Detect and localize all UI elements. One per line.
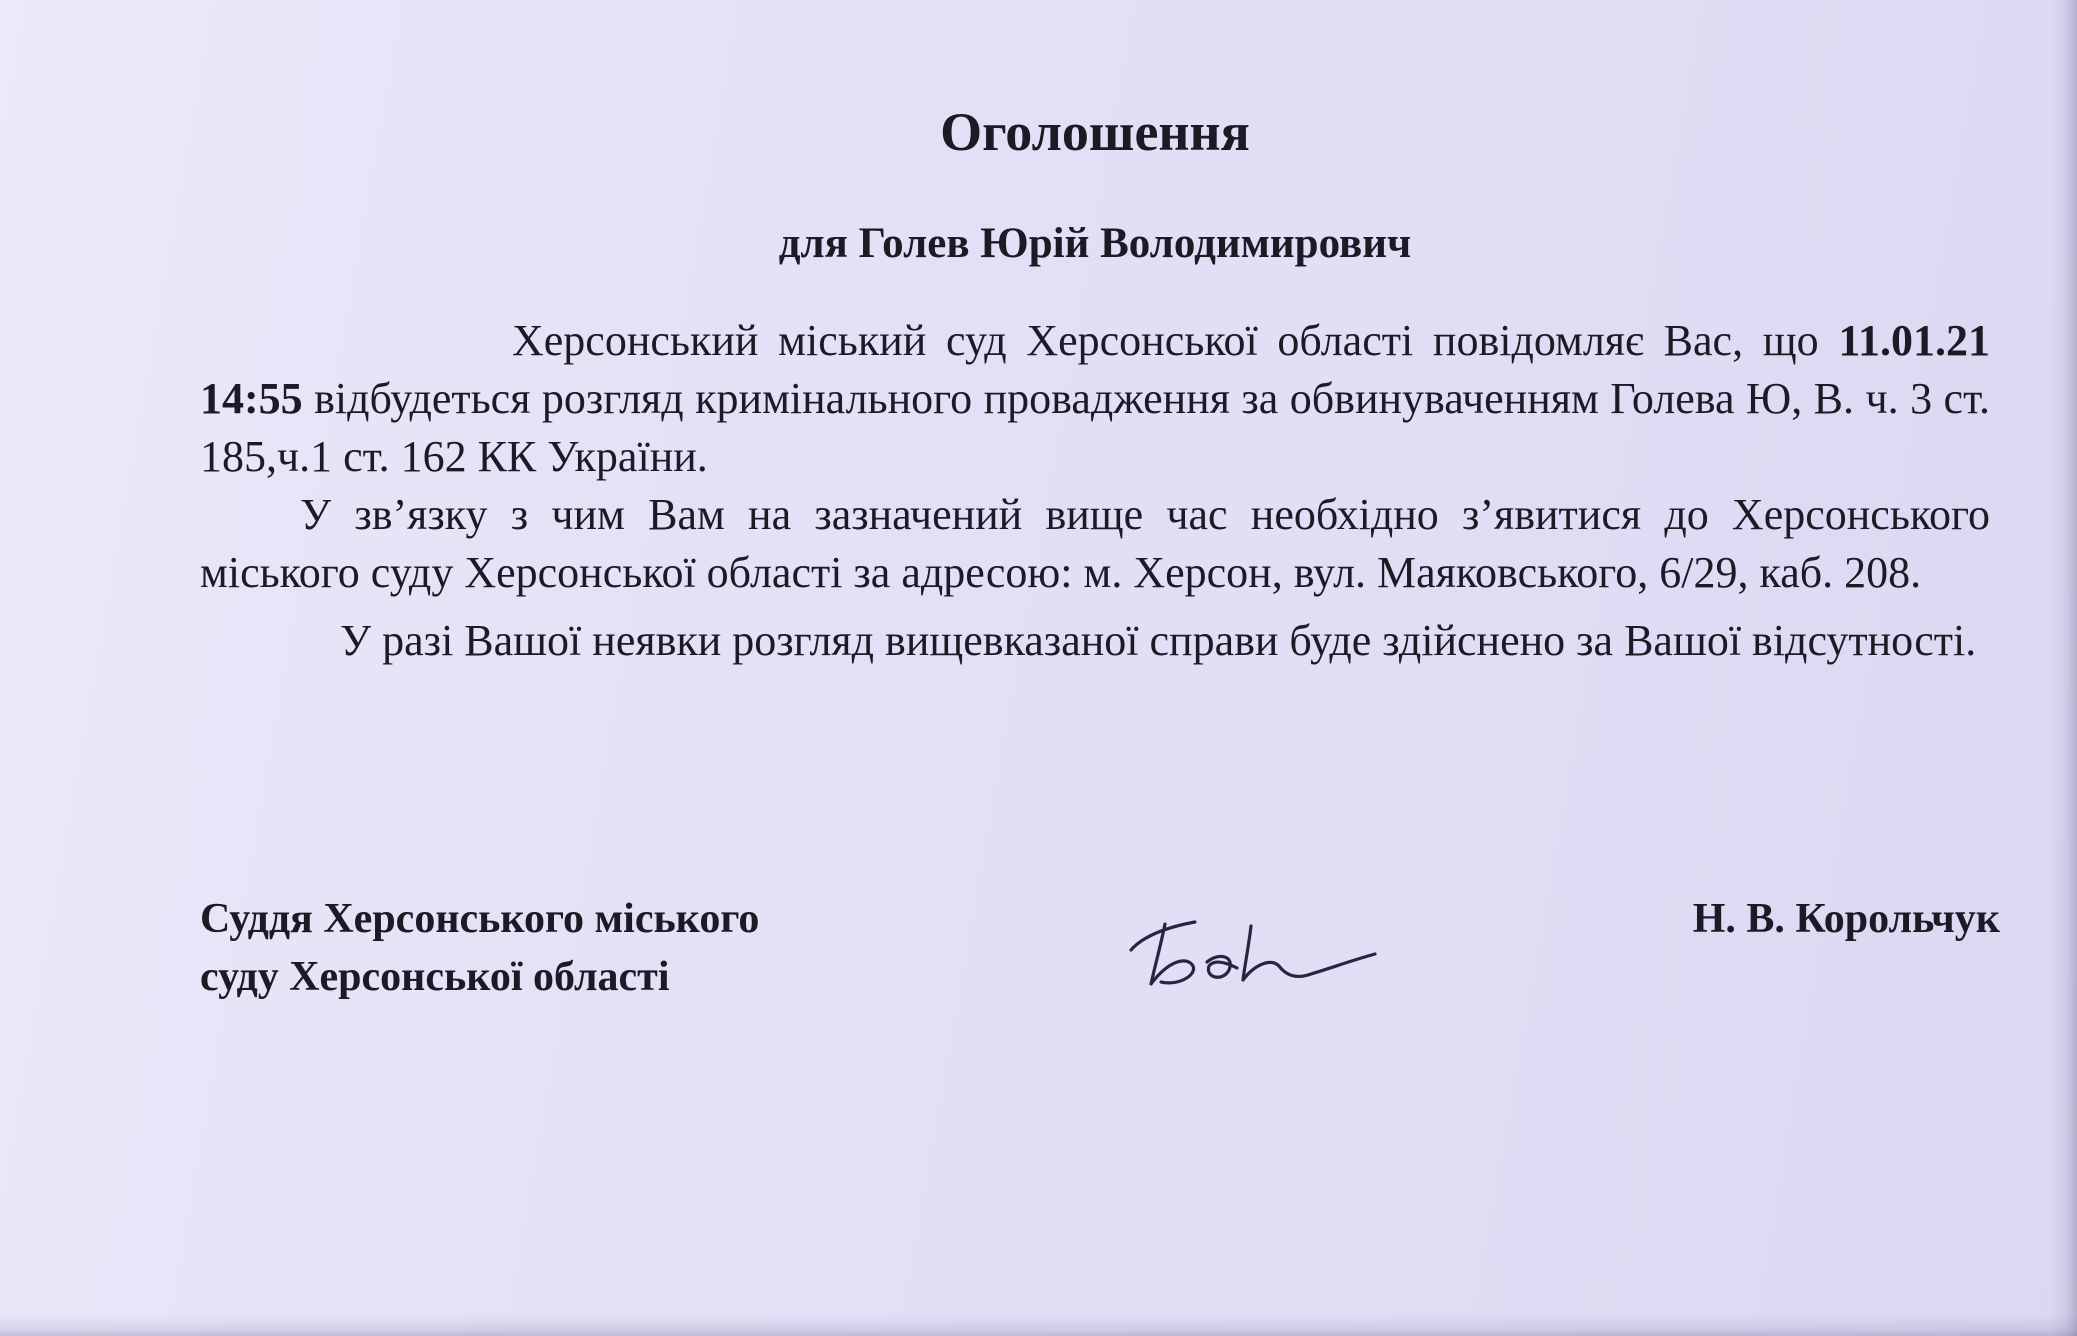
- paragraph-appearance-instructions: У зв’язку з чим Вам на зазначений вище час необхідно з’явитися до Херсонського міського суду Херсонської області за адресою: м. Херсон, вул. Маяковського, 6/29, каб. 208.: [200, 490, 1990, 597]
- document-title: Оголошення: [940, 102, 1250, 162]
- judge-name: Н. В. Корольчук: [1692, 896, 2000, 942]
- paragraph-absence-warning: У разі Вашої неявки розгляд вищевказаної справи буде здійснено за Вашої відсутності.: [340, 616, 1977, 665]
- judge-position-line-2: суду Херсонської області: [200, 954, 670, 1000]
- document-body: [200, 312, 1990, 670]
- notice-lead-text: Херсонський міський суд Херсонської області повідомляє Вас, що: [512, 316, 1819, 365]
- handwritten-signature: [1125, 904, 1385, 996]
- paragraph-hearing-notice: [200, 312, 1990, 486]
- document-addressee: для Голев Юрій Володимирович: [778, 220, 1412, 267]
- signature-block: [200, 890, 2000, 1020]
- judge-position: [200, 890, 759, 1006]
- sheet-shadow-bottom: [0, 1314, 2077, 1336]
- judge-position-line-1: Суддя Херсонського міського: [200, 896, 760, 942]
- sheet-shadow-right: [2051, 0, 2077, 1336]
- notice-rest-text: відбудеться розгляд кримінального провадження за обвинуваченням Голева Ю, В. ч. 3 ст. 185,ч.1 ст. 162 КК України.: [200, 374, 1990, 481]
- hearing-datetime: 11.01.21 14:55: [200, 316, 1990, 423]
